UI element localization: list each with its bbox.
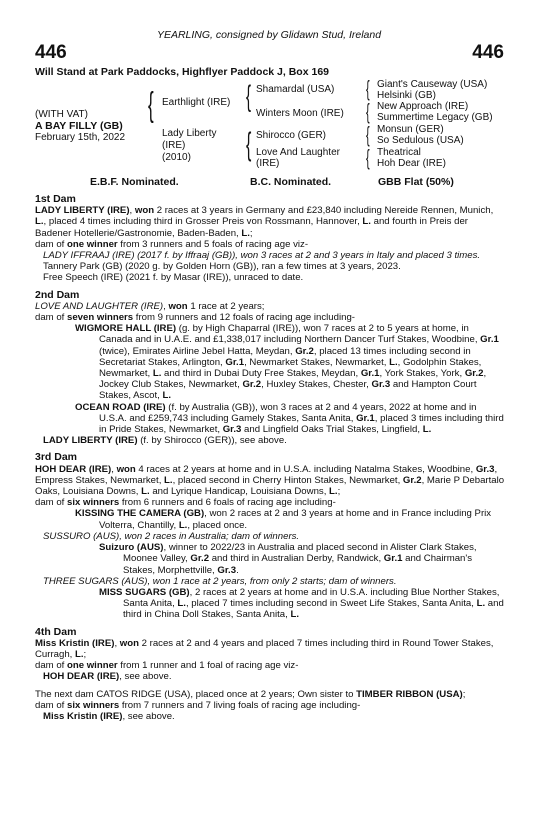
text: MISS SUGARS (GB) xyxy=(99,586,190,598)
ddd: Hoh Dear (IRE) xyxy=(377,158,446,169)
dam-dam-line-1: Love And Laughter xyxy=(256,147,340,158)
text: and third in Dubai Duty Free Stakes, Meydan, xyxy=(161,368,361,380)
text: dam of xyxy=(35,238,67,250)
text: L. xyxy=(362,216,371,228)
lot-number-left: 446 xyxy=(35,42,67,63)
text: won xyxy=(168,300,188,312)
text: seven winners xyxy=(67,312,134,324)
text: Gr.2 xyxy=(464,368,484,380)
offspring-3: Free Speech (IRE) (2021 f. by Masar (IRE)), unraced to date. xyxy=(43,272,304,284)
section-heading-4th-dam: 4th Dam xyxy=(35,625,77,638)
text: (f. by Shirocco (GER)), see above. xyxy=(137,435,287,447)
text: dam of xyxy=(35,497,67,509)
sss: Giant's Causeway (USA) xyxy=(377,79,488,90)
text: , see above. xyxy=(122,710,175,722)
sire-dam: Winters Moon (IRE) xyxy=(256,108,344,119)
text: won xyxy=(116,463,136,475)
text: L. xyxy=(162,390,171,402)
text: from 9 runners and 12 foals of racing age including- xyxy=(133,312,355,324)
text: L. xyxy=(178,519,188,531)
text: , placed 3 times including third in Pride Stakes, Newmarket, xyxy=(99,412,504,436)
dss: Monsun (GER) xyxy=(377,124,444,135)
dsd: So Sedulous (USA) xyxy=(377,135,464,146)
text: Gr.1 xyxy=(480,334,499,346)
text: ; xyxy=(83,648,87,660)
next-dam-offspring xyxy=(35,711,505,722)
text: . xyxy=(236,564,239,576)
third-dam-produce xyxy=(35,497,505,508)
text: HOH DEAR (IRE) xyxy=(43,671,120,683)
section-heading-2nd-dam: 2nd Dam xyxy=(35,288,80,301)
text: , Godolphin Stakes, Newmarket, xyxy=(99,356,482,380)
dam-line-2: (IRE) xyxy=(162,140,186,151)
text: , Newmarket Stakes, Newmarket, xyxy=(244,356,390,368)
text: (f. by Australia (GB)), won 3 races at 2 and 4 years, 2022 at home and in U.S.A. and £259,743 including Gamely Stakes, Santa Anita, xyxy=(99,401,477,424)
sire: Earthlight (IRE) xyxy=(162,97,231,108)
dam-dam-line-2: (IRE) xyxy=(256,158,280,169)
text: Gr.1 xyxy=(383,553,403,565)
winner-kissing-the-camera xyxy=(35,508,505,530)
text: won xyxy=(119,637,139,649)
text: won xyxy=(134,205,155,217)
text: 4 races at 2 years at home and in U.S.A. including Natalma Stakes, Woodbine, xyxy=(135,463,476,475)
text: and Lingfield Oaks Trial Stakes, Lingfield, xyxy=(241,424,423,436)
text: and fourth in Preis der Badener Hotellerie/Gastronomie, Baden-Baden, xyxy=(35,216,468,239)
text: from 3 runners and 5 foals of racing age viz- xyxy=(117,238,309,250)
text: LOVE AND LAUGHTER (IRE) xyxy=(35,300,164,312)
text: Gr.3 xyxy=(475,463,495,475)
first-dam-record xyxy=(35,205,505,239)
fourth-dam-produce xyxy=(35,660,505,671)
next-dam-record xyxy=(35,689,505,700)
text: and third in China Doll Stakes, Santa Anita, xyxy=(123,598,504,621)
text: dam of xyxy=(35,699,67,711)
text: and third in Australian Derby, Randwick, xyxy=(209,553,384,565)
stand-location: Will Stand at Park Paddocks, Highflyer Paddock J, Box 169 xyxy=(35,66,329,78)
ebf-nomination: E.B.F. Nominated. xyxy=(90,176,179,188)
text: ; xyxy=(249,227,253,239)
text: L. xyxy=(389,356,398,368)
ssd: Helsinki (GB) xyxy=(377,90,436,101)
text: from 1 runner and 1 foal of racing age viz- xyxy=(117,660,299,672)
text: OCEAN ROAD (IRE) xyxy=(75,401,166,413)
vat-note: (WITH VAT) xyxy=(35,109,88,120)
foaling-date: February 15th, 2022 xyxy=(35,132,126,143)
dam-sire: Shirocco (GER) xyxy=(256,130,327,141)
text: dam of xyxy=(35,312,67,324)
text: , Jockey Club Stakes, Newmarket, xyxy=(99,368,487,391)
text: one winner xyxy=(67,238,118,250)
text: L. xyxy=(141,486,150,498)
text: from 6 runners and 6 foals of racing age including- xyxy=(119,497,336,509)
text: and Chairman's Stakes, Morphettville, xyxy=(123,553,473,576)
winner-miss-sugars xyxy=(35,587,505,621)
text: Gr.2 xyxy=(190,553,210,565)
section-heading-3rd-dam: 3rd Dam xyxy=(35,451,78,464)
text: TIMBER RIBBON (USA) xyxy=(356,688,463,700)
text: , see above. xyxy=(119,671,172,683)
text: L. xyxy=(35,216,44,228)
text: , Empress Stakes, Newmarket, xyxy=(35,463,498,486)
text: six winners xyxy=(67,497,120,509)
text: and Lyrique Handicap, Louisiana Downs, xyxy=(149,486,330,498)
text: one winner xyxy=(67,660,118,672)
text: , 2 races at 2 years at home and in U.S.A. including Blue Norther Stakes, Santa Anita, xyxy=(123,586,500,610)
text: , York Stakes, York, xyxy=(379,368,465,380)
next-dam-produce xyxy=(35,700,505,711)
section-heading-1st-dam: 1st Dam xyxy=(35,193,76,205)
text: , won 2 races at 2 and 3 years at home and in France including Prix Volterra, Chantilly, xyxy=(99,508,492,531)
fourth-dam-offspring xyxy=(35,671,505,682)
text: Gr.3 xyxy=(217,564,237,576)
text: ; xyxy=(462,688,466,700)
text: L. xyxy=(164,474,173,486)
text: , xyxy=(111,463,117,475)
brace-gen3-3: { xyxy=(366,122,370,147)
horse-name: A BAY FILLY (GB) xyxy=(35,120,123,132)
text: dam of xyxy=(35,660,67,672)
dam-line-3: (2010) xyxy=(162,152,191,163)
text: (twice), Emirates Airline Jebel Hatta, Meydan, xyxy=(99,345,296,357)
text: The next dam CATOS RIDGE (USA), placed once at 2 years; Own sister to xyxy=(35,688,357,700)
brace-dam: { xyxy=(246,126,252,162)
text: L. xyxy=(75,648,84,660)
text: ; xyxy=(337,486,341,498)
text: , placed second in Cherry Hinton Stakes, Newmarket, xyxy=(172,474,403,486)
text: Gr.1 xyxy=(360,368,380,380)
text: Gr.3 xyxy=(222,424,242,436)
text: from 7 runners and 7 living foals of racing age including- xyxy=(119,699,361,711)
text: six winners xyxy=(67,699,120,711)
winner-suizuro xyxy=(35,542,505,576)
winner-ocean-road xyxy=(35,402,505,436)
gbb-flat: GBB Flat (50%) xyxy=(378,176,454,188)
text: , xyxy=(129,205,135,217)
text: Miss Kristin (IRE) xyxy=(35,637,115,649)
sdd: Summertime Legacy (GB) xyxy=(377,112,493,123)
text: 2 races at 2 and 4 years and placed 7 times including third in Round Tower Stakes, Curragh, xyxy=(35,637,494,660)
text: 2 races at 3 years in Germany and £23,840 including Nereide Rennen, Munich, xyxy=(154,205,494,217)
second-dam-produce xyxy=(35,312,505,323)
text: Gr.1 xyxy=(225,356,245,368)
text: , xyxy=(163,300,169,312)
lot-number-right: 446 xyxy=(472,42,504,63)
winner-wigmore-hall xyxy=(35,323,505,401)
text: , Huxley Stakes, Chester, xyxy=(261,379,372,391)
text: L. xyxy=(422,424,432,436)
text: , placed 4 times including third in Grosser Preis von Rossmann, Hannover, xyxy=(43,216,363,228)
catalogue-body xyxy=(35,194,505,722)
text: , Marie P Debartalo Oaks, Louisiana Downs, xyxy=(35,474,505,498)
text: , winner to 2022/23 in Australia and placed second in Alister Clark Stakes, Moonee Valley, xyxy=(123,542,477,565)
text: Gr.2 xyxy=(242,379,262,391)
brace-gen3-1: { xyxy=(366,76,370,101)
brace-gen3-2: { xyxy=(366,99,370,124)
dds: Theatrical xyxy=(377,147,421,158)
text: , placed 13 times including second in Secretariat Stakes, Arlington, xyxy=(99,345,471,368)
text: KISSING THE CAMERA (GB) xyxy=(75,508,205,520)
text: 1 race at 2 years; xyxy=(187,300,265,312)
offspring-sussuro: SUSSURO (AUS), won 2 races in Australia; dam of winners. xyxy=(43,530,300,542)
offspring-1: LADY IFFRAAJ (IRE) (2017 f. by Iffraaj (GB)), won 3 races at 2 and 3 years in Italy and placed 3 times. xyxy=(43,250,481,262)
winner-lady-liberty xyxy=(35,435,505,446)
text: L. xyxy=(290,609,299,621)
text: , placed once. xyxy=(187,519,248,531)
text: L. xyxy=(241,227,250,239)
text: L. xyxy=(177,598,186,610)
consignment-line: YEARLING, consigned by Glidawn Stud, Ireland xyxy=(156,29,382,41)
text: (g. by High Chaparral (IRE)), won 7 races at 2 to 5 years at home, in Canada and in U.A.E. and £1,338,017 including Northern Dancer Turf Stakes, Woodbine, xyxy=(99,323,481,346)
sds: New Approach (IRE) xyxy=(377,101,469,112)
dam-line-1: Lady Liberty xyxy=(162,128,217,139)
text: L. xyxy=(476,598,486,610)
third-dam-record xyxy=(35,464,505,498)
brace-horse: { xyxy=(148,86,154,124)
text: LADY LIBERTY (IRE) xyxy=(43,435,138,447)
brace-gen3-4: { xyxy=(366,145,370,170)
fourth-dam-record xyxy=(35,638,505,660)
text: , xyxy=(114,637,120,649)
text: L. xyxy=(329,486,338,498)
text: Gr.1 xyxy=(356,412,375,424)
offspring-three-sugars: THREE SUGARS (AUS), won 1 race at 2 years, from only 2 starts; dam of winners. xyxy=(43,575,397,587)
text: HOH DEAR (IRE) xyxy=(35,463,112,475)
second-dam-record xyxy=(35,301,505,312)
offspring-2: Tannery Park (GB) (2020 g. by Golden Horn (GB)), ran a few times at 3 years, 2023. xyxy=(43,261,401,273)
brace-sire: { xyxy=(246,80,252,113)
text: Gr.2 xyxy=(402,474,422,486)
first-dam-produce xyxy=(35,239,505,250)
text: WIGMORE HALL (IRE) xyxy=(75,323,177,335)
first-dam-name: LADY LIBERTY (IRE) xyxy=(35,205,130,217)
text: Gr.3 xyxy=(371,379,391,391)
sire-sire: Shamardal (USA) xyxy=(256,84,335,95)
text: , placed 7 times including second in Sweet Life Stakes, Santa Anita, xyxy=(185,598,477,610)
text: Gr.2 xyxy=(295,345,314,357)
text: L. xyxy=(152,368,162,380)
bc-nomination: B.C. Nominated. xyxy=(250,176,332,188)
text: Suizuro (AUS) xyxy=(99,542,164,554)
text: and Hampton Court Stakes, Ascot, xyxy=(99,379,477,402)
text: Miss Kristin (IRE) xyxy=(43,710,123,722)
